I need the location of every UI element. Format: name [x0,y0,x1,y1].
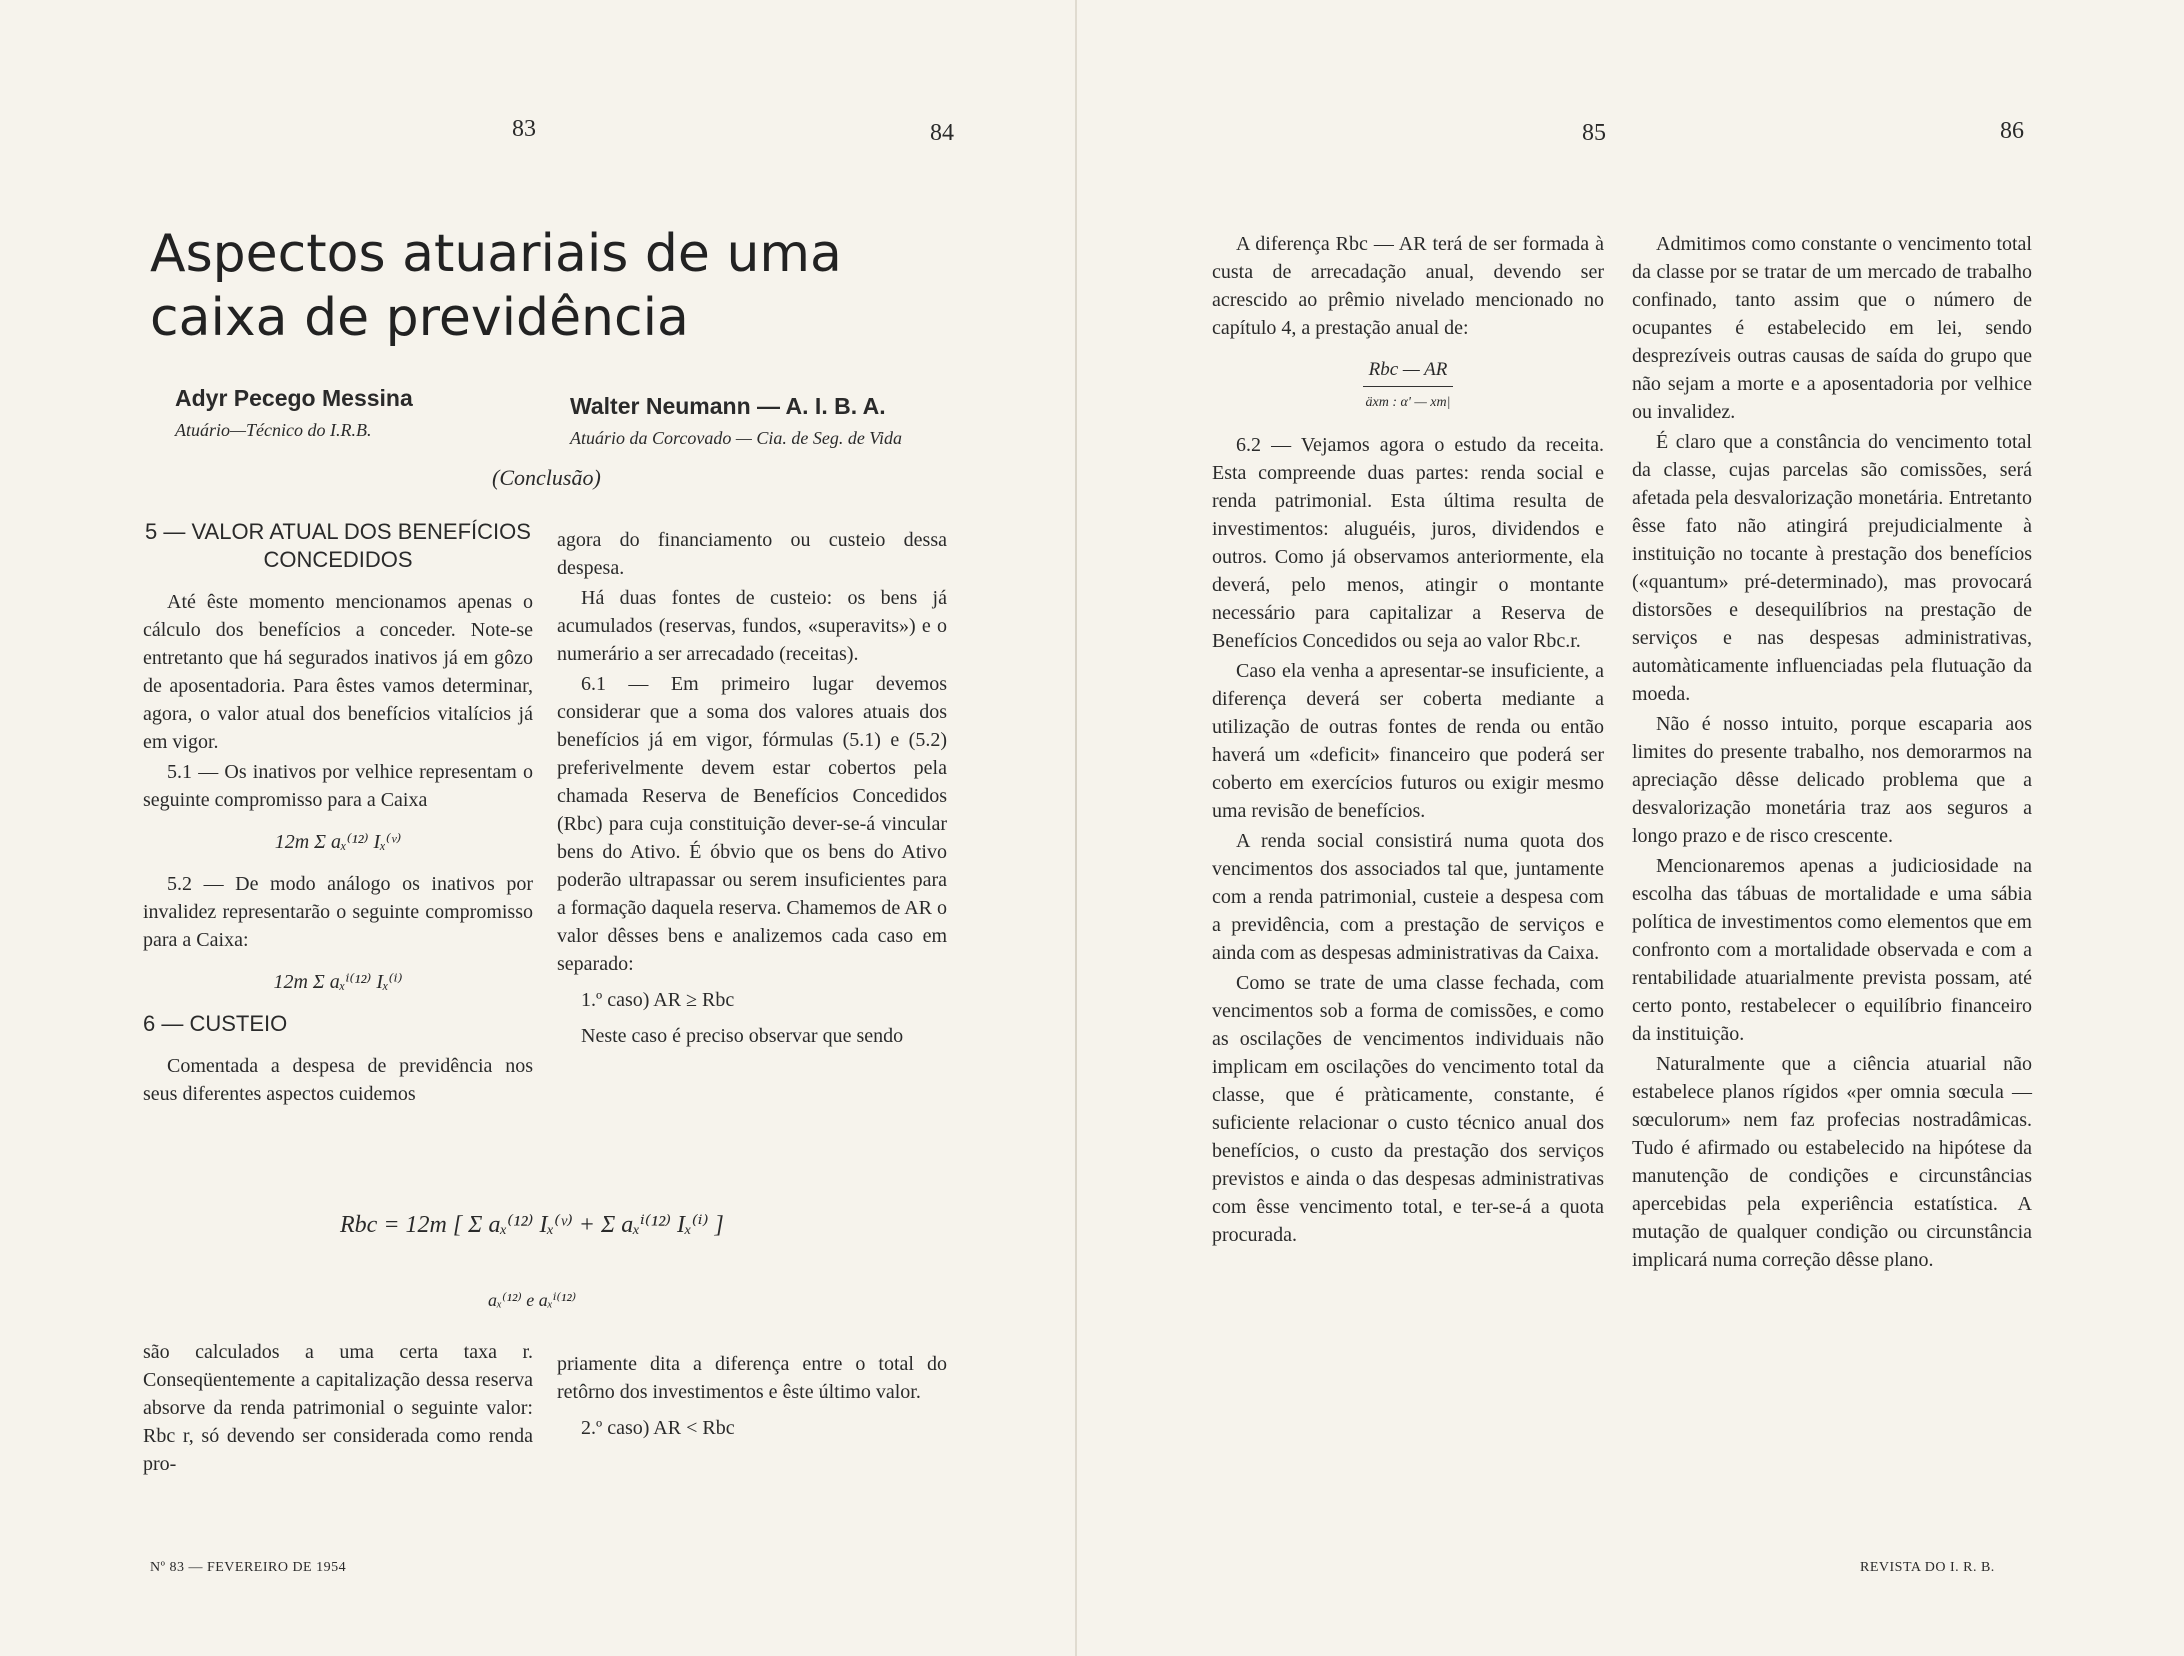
left-bottom-column-2 [557,1350,947,1450]
paragraph: Não é nosso intuito, porque escaparia aos limites do presente trabalho, nos demorarmos na apreciação dêsse delicado problema que a desvalorização monetária traz aos seguros a longo prazo e de risco crescente. [1632,713,2032,847]
prestation-formula [1212,356,1604,417]
annuity-symbols: aₓ⁽¹²⁾ e aₓⁱ⁽¹²⁾ [488,1290,577,1310]
author-block-2 [570,393,902,449]
paragraph: Neste caso é preciso observar que sendo [581,1025,904,1047]
paragraph: agora do financiamento ou custeio dessa despesa. [557,529,947,579]
paragraph: A renda social consistirá numa quota dos vencimentos dos associados tal que, juntamente com a renda patrimonial, custeie a despesa com a previdência, com a prestação de serviços e ainda com as despesas administrativas da Caixa. [1212,830,1604,964]
paragraph: 6.1 — Em primeiro lugar devemos considerar que a soma dos valores atuais dos benefícios já em vigor, fórmulas (5.1) e (5.2) preferivelmente devem estar cobertos pela chamada Reserva de Benefícios Concedidos (Rbc) para cuja constituição dever-se-á vincular bens do Ativo. É óbvio que os bens do Ativo poderão ultrapassar ou serem insuficientes para a formação daquela reserva. Chamemos de AR o valor dêsses bens e analizemos cada caso em separado: [557,673,947,975]
paragraph: Comentada a despesa de previdência nos seus diferentes aspectos cuidemos [143,1055,533,1105]
right-page-column-2 [1632,230,2032,1276]
section-5-heading: 5 — VALOR ATUAL DOS BENEFÍCIOS CONCEDIDOS [145,519,531,572]
paragraph: Até êste momento mencionamos apenas o cálculo dos benefícios a conceder. Note-se entretanto que há segurados inativos já em gôzo de aposentadoria. Para êstes vamos determinar, agora, o valor atual dos benefícios vitalícios já em vigor. [143,591,533,753]
fraction-denominator: äxm : α' — xm| [1365,395,1451,410]
paragraph: Admitimos como constante o vencimento total da classe por se tratar de um mercado de trabalho confinado, tanto assim que o número de ocupantes é estabelecido em lei, sendo desprezíveis outras causas de saída do grupo que não sejam a morte e a aposentadoria por velhice ou invalidez. [1632,233,2032,423]
footer-issue: Nº 83 — FEVEREIRO DE 1954 [150,1560,347,1575]
page-number-86: 86 [2000,118,2024,144]
paragraph: Mencionaremos apenas a judiciosidade na escolha das tábuas de mortalidade e uma sábia política de investimentos como elementos que em confronto com a mortalidade observada e com a rentabilidade atuarialmente prevista possam, até certo ponto, restabelecer o equilíbrio financeiro da instituição. [1632,855,2032,1045]
formula-5-2: 12m Σ aₓⁱ⁽¹²⁾ Iₓ⁽ⁱ⁾ [273,971,403,993]
page-gutter [1075,0,1077,1656]
left-page-column-1 [143,518,533,1110]
paragraph: Há duas fontes de custeio: os bens já acumulados (reservas, fundos, «superavits») e o numerário a ser arrecadado (receitas). [557,587,947,665]
footer-journal: REVISTA DO I. R. B. [1860,1560,1995,1575]
page-number-84: 84 [930,120,954,146]
author-1-role: Atuário—Técnico do I.R.B. [175,420,372,440]
author-2-role: Atuário da Corcovado — Cia. de Seg. de Vida [570,428,902,448]
paragraph: Caso ela venha a apresentar-se insuficiente, a diferença deverá ser coberta mediante a utilização de outras fontes de renda ou então haverá um «deficit» financeiro que poderá ser coberto em exercícios futuros ou exigir mesmo uma revisão de benefícios. [1212,660,1604,822]
paragraph: Como se trate de uma classe fechada, com vencimentos sob a forma de comissões, e como as oscilações de vencimentos individuais não implicam em oscilações do vencimento total da classe, que é pràticamente, constante, é suficiente relacionar o custo técnico anual dos benefícios, o custo da prestação dos serviços previstos e ainda o das despesas administrativas com êsse vencimento total, e ter-se-á a quota procurada. [1212,972,1604,1246]
left-bottom-column-1 [143,1338,533,1480]
paragraph: A diferença Rbc — AR terá de ser formada à custa de arrecadação anual, devendo ser acrescido ao prêmio nivelado mencionado no capítulo 4, a prestação anual de: [1212,233,1604,339]
left-page-column-2 [557,526,947,1052]
author-1-name: Adyr Pecego Messina [175,385,413,411]
author-block-1 [175,385,413,441]
paragraph: 6.2 — Vejamos agora o estudo da receita. Esta compreende duas partes: renda social e renda patrimonial. Esta última resulta de investimentos: aluguéis, juros, dividendos e outros. Como já observamos anteriormente, ela deverá, pelo menos, atingir o montante necessário para capitalizar a Reserva de Benefícios Concedidos ou seja ao valor Rbc.r. [1212,434,1604,652]
fraction-numerator: Rbc — AR [1363,356,1454,387]
reserve-formula: Rbc = 12m [ Σ aₓ⁽¹²⁾ Iₓ⁽ᵛ⁾ + Σ aₓⁱ⁽¹²⁾ Iₓ⁽ⁱ⁾ ] [340,1212,724,1238]
paragraph: 5.1 — Os inativos por velhice representam o seguinte compromisso para a Caixa [143,761,533,811]
conclusion-note: (Conclusão) [492,465,601,490]
author-2-name: Walter Neumann — A. I. B. A. [570,393,886,419]
case-2: 2.º caso) AR < Rbc [581,1417,735,1439]
fraction [1363,356,1454,417]
right-page-column-1 [1212,230,1604,1251]
paragraph: É claro que a constância do vencimento total da classe, cujas parcelas são comissões, será afetada pela desvalorização monetária. Entretanto êsse fato não atingirá prejudicialmente à instituição no tocante à prestação dos benefícios («quantum» pré-determinado), mas provocará distorsões e desequilíbrios na prestação de serviços e nas despesas administrativas, automàticamente influenciadas pela flutuação da moeda. [1632,431,2032,705]
section-6-heading: 6 — CUSTEIO [143,1011,288,1036]
case-1: 1.º caso) AR ≥ Rbc [581,989,735,1011]
page-number-85: 85 [1582,120,1606,146]
paragraph: 5.2 — De modo análogo os inativos por invalidez representarão o seguinte compromisso para a Caixa: [143,873,533,951]
formula-5-1: 12m Σ aₓ⁽¹²⁾ Iₓ⁽ᵛ⁾ [274,831,402,853]
paragraph: Naturalmente que a ciência atuarial não estabelece planos rígidos «per omnia sœcula — sœculorum» nem faz profecias nostradâmicas. Tudo é afirmado ou estabelecido na hipótese da manutenção de condições e circunstâncias apercebidas pela experiência estatística. A mutação de qualquer condição ou circunstância implicará numa correção dêsse plano. [1632,1053,2032,1271]
page-number-83: 83 [512,116,536,142]
article-title: Aspectos atuariais de uma caixa de previdência [150,224,842,348]
paragraph: são calculados a uma certa taxa r. Conseqüentemente a capitalização dessa reserva absorve da renda patrimonial o seguinte valor: Rbc r, só devendo ser considerada como renda pro- [143,1341,533,1475]
paragraph: priamente dita a diferença entre o total do retôrno dos investimentos e êste último valor. [557,1353,947,1403]
